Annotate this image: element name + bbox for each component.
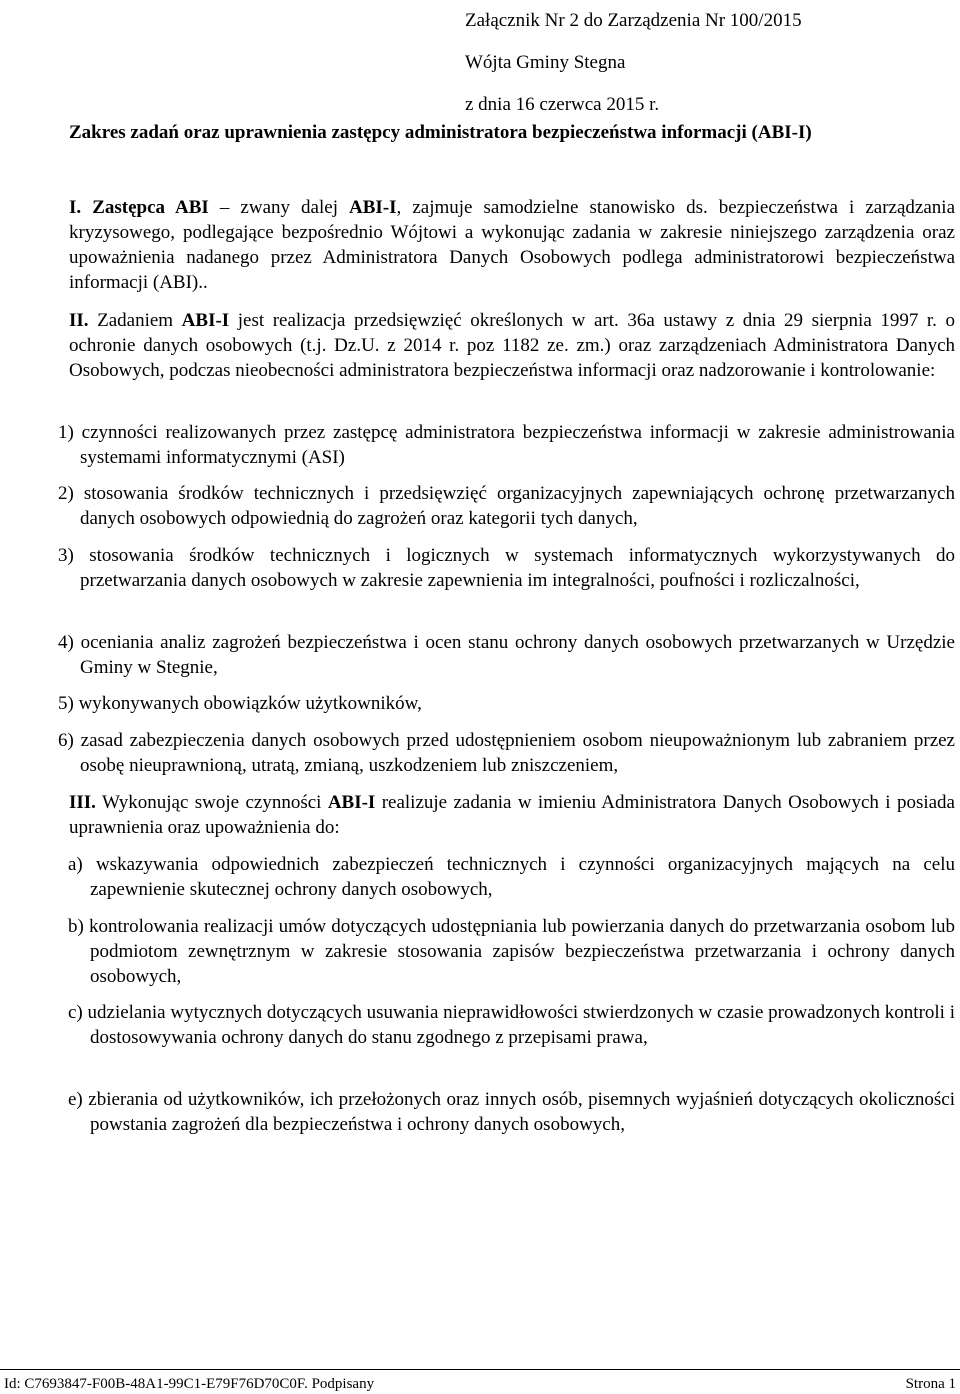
section-2-item-5 xyxy=(58,691,955,716)
footer-divider xyxy=(0,1369,960,1370)
list-item: 5) wykonywanych obowiązków użytkowników, xyxy=(58,693,422,714)
section-2-abbr: ABI-I xyxy=(181,310,230,331)
list-item: 6) zasad zabezpieczenia danych osobowych przed udostępnieniem osobom nieupoważnionym lub zabraniem przez osobę nieuprawnioną, utratą, zmianą, uszkodzeniem lub zniszczeniem, xyxy=(58,730,955,776)
section-2-text-1: Zadaniem xyxy=(88,310,182,331)
annex-header-line-1: Załącznik Nr 2 do Zarządzenia Nr 100/2015 xyxy=(465,10,802,31)
section-3-item-c xyxy=(68,1000,955,1050)
document-id: Id: C7693847-F00B-48A1-99C1-E79F76D70C0F. Podpisany xyxy=(4,1376,375,1392)
list-item: a) wskazywania odpowiednich zabezpieczeń technicznych i czynności organizacyjnych mających na celu zapewnienie skutecznej ochrony danych osobowych, xyxy=(68,854,955,900)
section-3-item-b xyxy=(68,914,955,989)
list-item: 2) stosowania środków technicznych i przedsięwzięć organizacyjnych zapewniających ochronę przetwarzanych danych osobowych odpowiednią do zagrożeń oraz kategorii tych danych, xyxy=(58,483,955,529)
section-3-label: III. xyxy=(69,792,96,813)
section-1-rest: , zajmuje samodzielne stanowisko ds. bezpieczeństwa i zarządzania kryzysowego, podlegające bezpośrednio Wójtowi a wykonując zadania w zakresie niniejszego zarządzenia oraz upoważnienia nadanego przez Administratora Danych Osobowych podlega administratorowi bezpieczeństwa informacji (ABI).. xyxy=(69,197,955,293)
section-2-text-2: jest realizacja przedsięwzięć określonych w art. 36a ustawy z dnia 29 sierpnia 1997 r. o ochronie danych osobowych (t.j. Dz.U. z 2014 r. poz 1182 ze. zm.) oraz zarządzeniach Administratora Danych Osobowych, podczas nieobecności administratora bezpieczeństwa informacji oraz nadzorowanie i kontrolowanie: xyxy=(69,310,956,381)
section-3-text-1: Wykonując swoje czynności xyxy=(95,792,328,813)
section-3 xyxy=(69,790,955,840)
section-3-item-e xyxy=(68,1087,955,1137)
section-2 xyxy=(69,308,955,383)
section-2-item-6 xyxy=(58,728,955,778)
section-2-item-3 xyxy=(58,543,955,593)
list-item: e) zbierania od użytkowników, ich przełożonych oraz innych osób, pisemnych wyjaśnień dotyczących okoliczności powstania zagrożeń dla bezpieczeństwa i ochrony danych osobowych, xyxy=(68,1089,955,1135)
section-2-label: II. xyxy=(69,310,89,331)
annex-header xyxy=(465,0,802,126)
list-item: 3) stosowania środków technicznych i logicznych w systemach informatycznych wykorzystywanych do przetwarzania danych osobowych w zakresie zapewnienia im integralności, poufności i rozliczalności, xyxy=(58,545,955,591)
section-2-item-2 xyxy=(58,481,955,531)
page-number: Strona 1 xyxy=(905,1376,956,1392)
section-1-abbr: ABI-I xyxy=(349,197,397,218)
section-2-item-1 xyxy=(58,420,955,470)
section-1-text: – zwany dalej xyxy=(208,197,350,218)
list-item: c) udzielania wytycznych dotyczących usuwania nieprawidłowości stwierdzonych w czasie prowadzonych kontroli i dostosowywania ochrony danych do stanu zgodnego z przepisami prawa, xyxy=(68,1002,955,1048)
annex-header-line-3: z dnia 16 czerwca 2015 r. xyxy=(465,94,660,115)
list-item: b) kontrolowania realizacji umów dotyczących udostępniania lub powierzania danych do przetwarzania osobom lub podmiotom zewnętrznym w zakresie stosowania zapisów bezpieczeństwa przetwarzania i ochrony danych osobowych, xyxy=(68,916,955,987)
section-1-label: I. Zastępca ABI xyxy=(69,197,209,218)
section-3-item-a xyxy=(68,852,955,902)
list-item: 4) oceniania analiz zagrożeń bezpieczeństwa i ocen stanu ochrony danych osobowych przetwarzanych w Urzędzie Gminy w Stegnie, xyxy=(58,632,955,678)
annex-header-line-2: Wójta Gminy Stegna xyxy=(465,52,626,73)
section-3-text-2: realizuje zadania w imieniu Administratora Danych Osobowych i posiada uprawnienia oraz upoważnienia do: xyxy=(69,792,955,838)
document-title: Zakres zadań oraz uprawnienia zastępcy administratora bezpieczeństwa informacji (ABI-I) xyxy=(69,122,812,143)
list-item: 1) czynności realizowanych przez zastępcę administratora bezpieczeństwa informacji w zakresie administrowania systemami informatycznymi (ASI) xyxy=(58,422,955,468)
section-2-item-4 xyxy=(58,630,955,680)
section-3-abbr: ABI-I xyxy=(327,792,376,813)
section-1 xyxy=(69,195,955,295)
